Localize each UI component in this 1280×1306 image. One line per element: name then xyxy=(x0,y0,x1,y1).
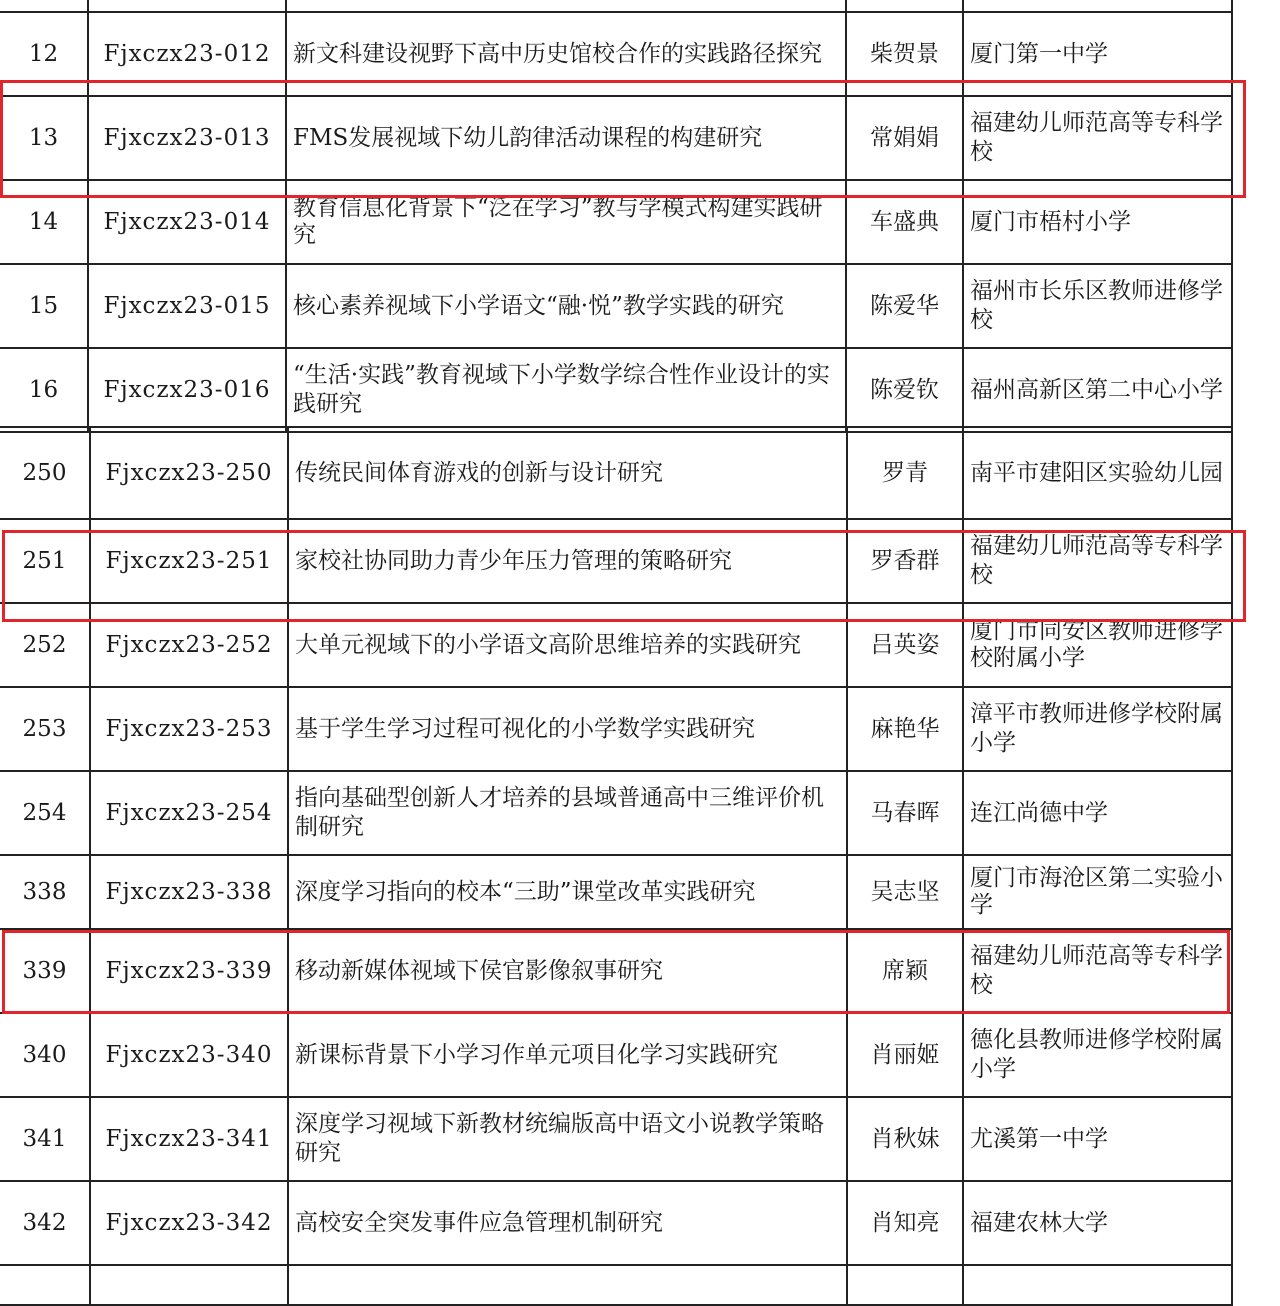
project-lead: 罗香群 xyxy=(847,519,963,603)
table-row xyxy=(0,264,1232,348)
project-code: Fjxczx23-341 xyxy=(90,1097,288,1181)
table-row xyxy=(0,1097,1232,1181)
row-number: 342 xyxy=(0,1181,90,1265)
project-title: 深度学习指向的校本“三助”课堂改革实践研究 xyxy=(288,855,847,929)
project-lead: 马春晖 xyxy=(847,771,963,855)
table-row xyxy=(0,1013,1232,1097)
row-number: 251 xyxy=(0,519,90,603)
table-row xyxy=(0,855,1232,929)
project-code xyxy=(90,1265,288,1305)
project-unit: 尤溪第一中学 xyxy=(963,1097,1232,1181)
table-row xyxy=(0,12,1232,96)
project-code: Fjxczx23-340 xyxy=(90,1013,288,1097)
project-code: Fjxczx23-016 xyxy=(88,348,286,432)
project-unit: 福建幼儿师范高等专科学校 xyxy=(963,929,1232,1013)
row-number: 254 xyxy=(0,771,90,855)
project-title: 家校社协同助力青少年压力管理的策略研究 xyxy=(288,519,847,603)
project-code: Fjxczx23-252 xyxy=(90,603,288,687)
project-lead: 陈爱钦 xyxy=(846,348,963,432)
project-title: 核心素养视域下小学语文“融·悦”教学实践的研究 xyxy=(286,264,846,348)
project-table-upper xyxy=(0,0,1233,433)
row-number: 338 xyxy=(0,855,90,929)
project-title: 教育信息化背景下“泛在学习”教与学模式构建实践研究 xyxy=(286,180,846,264)
project-lead: 肖丽姬 xyxy=(847,1013,963,1097)
project-unit xyxy=(963,1265,1232,1305)
project-code: Fjxczx23-342 xyxy=(90,1181,288,1265)
project-lead: 吴志坚 xyxy=(847,855,963,929)
project-unit: 德化县教师进修学校附属小学 xyxy=(963,1013,1232,1097)
project-code: Fjxczx23-251 xyxy=(90,519,288,603)
table-row-partial xyxy=(0,1265,1232,1305)
table-row xyxy=(0,348,1232,432)
project-code: Fjxczx23-339 xyxy=(90,929,288,1013)
project-code: Fjxczx23-012 xyxy=(88,12,286,96)
row-number xyxy=(0,1265,90,1305)
row-number: 253 xyxy=(0,687,90,771)
project-code: Fjxczx23-250 xyxy=(90,427,288,519)
project-title xyxy=(288,1265,847,1305)
project-title: 基于学生学习过程可视化的小学数学实践研究 xyxy=(288,687,847,771)
project-title: 移动新媒体视域下侯官影像叙事研究 xyxy=(288,929,847,1013)
row-number: 341 xyxy=(0,1097,90,1181)
project-unit: 福州高新区第二中心小学 xyxy=(963,348,1232,432)
project-unit: 连江尚德中学 xyxy=(963,771,1232,855)
project-lead: 陈爱华 xyxy=(846,264,963,348)
project-title: 高校安全突发事件应急管理机制研究 xyxy=(288,1181,847,1265)
project-lead: 常娟娟 xyxy=(846,96,963,180)
table-row xyxy=(0,180,1232,264)
project-lead: 吕英姿 xyxy=(847,603,963,687)
project-unit: 漳平市教师进修学校附属小学 xyxy=(963,687,1232,771)
project-code: Fjxczx23-014 xyxy=(88,180,286,264)
project-title: 传统民间体育游戏的创新与设计研究 xyxy=(288,427,847,519)
table-row xyxy=(0,929,1232,1013)
project-code: Fjxczx23-338 xyxy=(90,855,288,929)
project-lead: 肖知亮 xyxy=(847,1181,963,1265)
row-number: 250 xyxy=(0,427,90,519)
table-row xyxy=(0,96,1232,180)
table-row xyxy=(0,687,1232,771)
project-title: 新文科建设视野下高中历史馆校合作的实践路径探究 xyxy=(286,12,846,96)
project-title: 新课标背景下小学习作单元项目化学习实践研究 xyxy=(288,1013,847,1097)
table-row xyxy=(0,1181,1232,1265)
project-unit: 厦门市同安区教师进修学校附属小学 xyxy=(963,603,1232,687)
row-number: 252 xyxy=(0,603,90,687)
row-number: 339 xyxy=(0,929,90,1013)
project-title: 指向基础型创新人才培养的县域普通高中三维评价机制研究 xyxy=(288,771,847,855)
project-lead: 车盛典 xyxy=(846,180,963,264)
project-title: FMS发展视域下幼儿韵律活动课程的构建研究 xyxy=(286,96,846,180)
project-unit: 南平市建阳区实验幼儿园 xyxy=(963,427,1232,519)
table-row xyxy=(0,603,1232,687)
project-title: 大单元视域下的小学语文高阶思维培养的实践研究 xyxy=(288,603,847,687)
table-row xyxy=(0,771,1232,855)
project-code: Fjxczx23-253 xyxy=(90,687,288,771)
project-lead: 肖秋妹 xyxy=(847,1097,963,1181)
project-code: Fjxczx23-254 xyxy=(90,771,288,855)
table-row xyxy=(0,519,1232,603)
table-row xyxy=(0,427,1232,519)
project-table-lower xyxy=(0,426,1233,1306)
project-lead xyxy=(847,1265,963,1305)
row-number: 12 xyxy=(0,12,88,96)
project-lead: 麻艳华 xyxy=(847,687,963,771)
project-code: Fjxczx23-013 xyxy=(88,96,286,180)
project-unit: 福建幼儿师范高等专科学校 xyxy=(963,519,1232,603)
row-number: 16 xyxy=(0,348,88,432)
row-number: 14 xyxy=(0,180,88,264)
project-lead: 席颖 xyxy=(847,929,963,1013)
project-unit: 厦门市海沧区第二实验小学 xyxy=(963,855,1232,929)
row-number: 340 xyxy=(0,1013,90,1097)
project-unit: 福建幼儿师范高等专科学校 xyxy=(963,96,1232,180)
project-unit: 厦门第一中学 xyxy=(963,12,1232,96)
table-row-partial xyxy=(0,0,1232,12)
project-unit: 厦门市梧村小学 xyxy=(963,180,1232,264)
project-title: 深度学习视域下新教材统编版高中语文小说教学策略研究 xyxy=(288,1097,847,1181)
project-unit: 福建农林大学 xyxy=(963,1181,1232,1265)
project-code: Fjxczx23-015 xyxy=(88,264,286,348)
row-number: 13 xyxy=(0,96,88,180)
project-lead: 柴贺景 xyxy=(846,12,963,96)
project-unit: 福州市长乐区教师进修学校 xyxy=(963,264,1232,348)
project-title: “生活·实践”教育视域下小学数学综合性作业设计的实践研究 xyxy=(286,348,846,432)
project-lead: 罗青 xyxy=(847,427,963,519)
row-number: 15 xyxy=(0,264,88,348)
